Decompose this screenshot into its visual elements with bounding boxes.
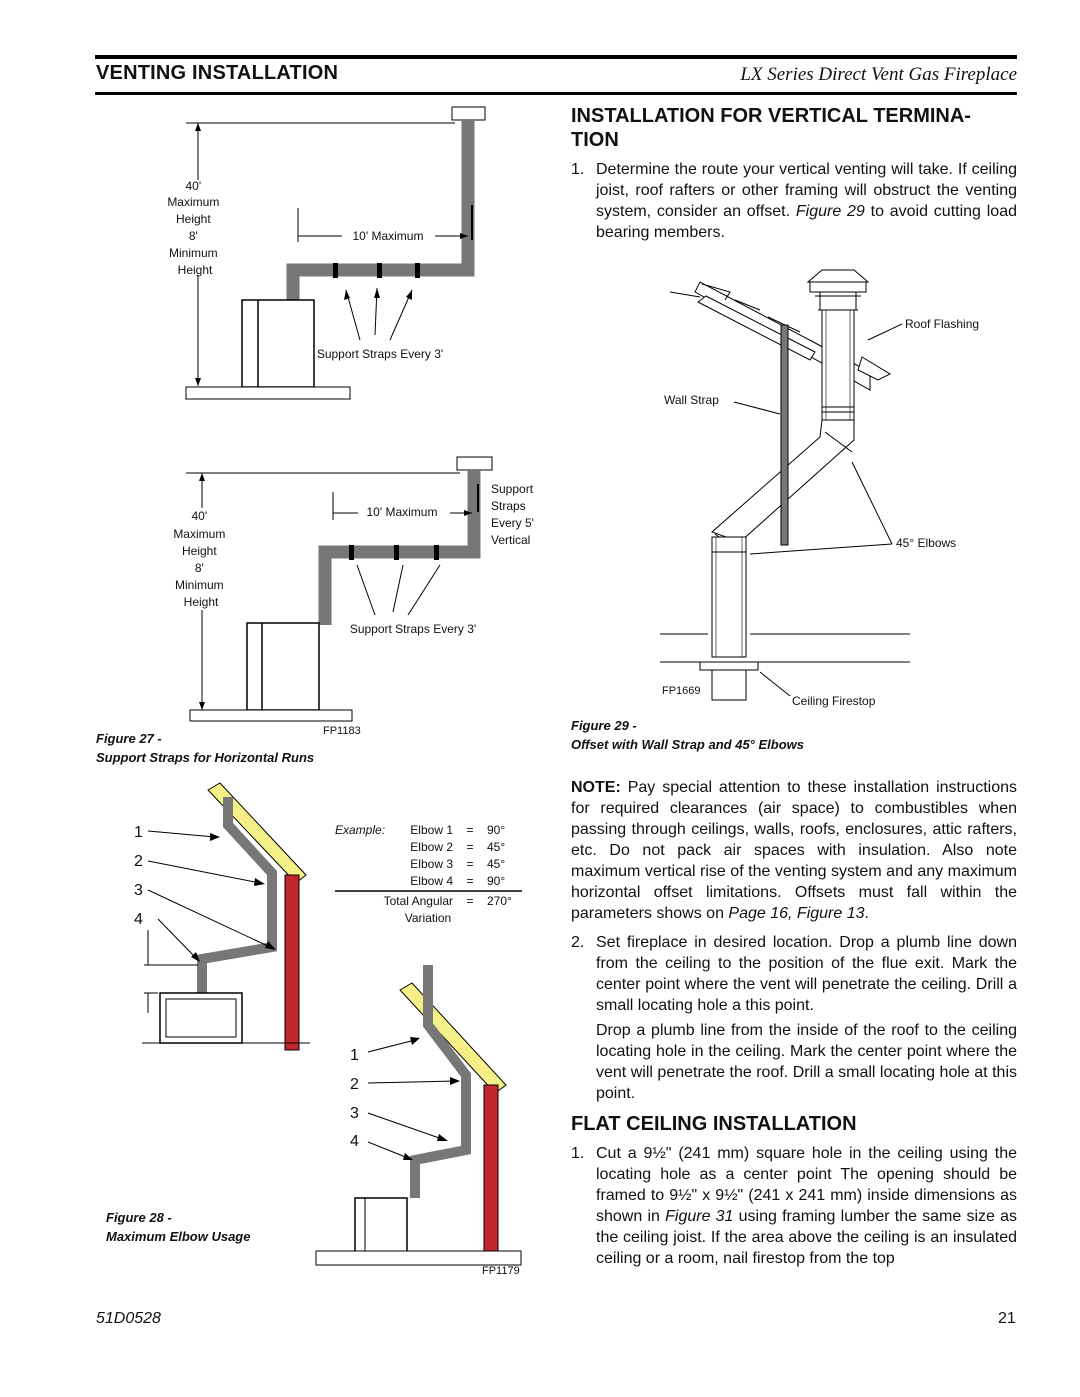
fig27a-height-l5: Minimum bbox=[168, 246, 218, 260]
note-end: . bbox=[864, 905, 869, 922]
fig28a-num-4: 4 bbox=[134, 911, 143, 928]
flat-ceiling-title: FLAT CEILING INSTALLATION bbox=[571, 1113, 857, 1135]
fig27b-height-l4: 8' bbox=[194, 561, 204, 575]
fig27b-vstraps-l4: Vertical bbox=[491, 533, 531, 547]
fig28-elbow-2-value: 45° bbox=[487, 840, 506, 854]
fig28-variation-label: Variation bbox=[404, 911, 452, 925]
fig28b-num-2: 2 bbox=[350, 1076, 359, 1093]
vertical-item-2 bbox=[571, 932, 1017, 1104]
flat-item-1-text-end: using framing lumber the same size as the ceiling joist. If the area above the ceiling is an insulated ceiling or a room, nail firestop from the top bbox=[596, 1208, 1018, 1267]
fig28-elbow-3-value: 45° bbox=[487, 857, 506, 871]
fig27b-vstraps-l1: Support bbox=[491, 482, 534, 496]
figure-28-caption-title: Maximum Elbow Usage bbox=[106, 1229, 251, 1244]
svg-text:40' Maximum Height bbox=[167, 179, 222, 277]
note-paragraph bbox=[571, 777, 1017, 924]
vertical-title-line1: INSTALLATION FOR VERTICAL TERMINA- bbox=[571, 105, 971, 127]
fig29-firestop-label: Ceiling Firestop bbox=[792, 694, 876, 708]
fig27b-height-l6: Height bbox=[183, 595, 219, 609]
fig28-elbow-1-name: Elbow 1 bbox=[410, 823, 453, 837]
fig27b-height-l3: Height bbox=[181, 544, 217, 558]
page-number: 21 bbox=[998, 1310, 1016, 1327]
fig29-wall-strap-label: Wall Strap bbox=[664, 393, 719, 407]
flat-item-1 bbox=[571, 1143, 1017, 1269]
fig27b-height-l1: 40' bbox=[191, 509, 208, 523]
figure-28-diagram bbox=[120, 775, 540, 1285]
vertical-item-2-para2: Drop a plumb line from the inside of the roof to the ceiling locating hole in the ceiling. Mark the center point where the vent will penetrate the roof. Drill a small locating hole at this point. bbox=[596, 1022, 1017, 1102]
figure-29-caption-number: Figure 29 - bbox=[571, 718, 637, 733]
vertical-item-1-text: Determine the route your vertical venting will take. If ceiling joist, roof rafters or other framing will obstruct the venting system, consider an offset. bbox=[596, 161, 1017, 220]
vertical-title-line2: TION bbox=[571, 129, 619, 151]
fig28b-num-3: 3 bbox=[350, 1105, 359, 1122]
fig27b-straps-label: Support Straps Every 3' bbox=[349, 622, 477, 636]
fig29-elbows-label: 45° Elbows bbox=[896, 536, 957, 550]
fig28-elbow-1-eq: = bbox=[466, 823, 474, 837]
fig28b-num-4: 4 bbox=[350, 1133, 359, 1150]
svg-text:Example: bbox=[335, 823, 385, 837]
page16-figure13-reference: Page 16, Figure 13 bbox=[728, 905, 865, 922]
fig28b-num-1: 1 bbox=[350, 1047, 359, 1064]
note-text: Pay special attention to these installation instructions for required clearances (air space) to combustibles when passing through ceilings, walls, roofs, enclosures, attic rafters, etc. Do not pack air spaces with insulation. Also note maximum vertical rise of the venting system and any maximum horizontal offset limitations. Offsets must fall within the parameters shows on bbox=[571, 779, 1017, 922]
fig28-total-value: 270° bbox=[487, 894, 512, 908]
document-number: 51D0528 bbox=[96, 1310, 161, 1327]
fig27-code: FP1183 bbox=[323, 725, 361, 737]
header-rule-bottom bbox=[95, 92, 1017, 95]
fig28-elbow-3-eq: = bbox=[466, 857, 474, 871]
fig28-total-eq: = bbox=[466, 894, 474, 908]
vertical-item-2-number: 2. bbox=[571, 934, 585, 951]
fig27a-straps-label: Support Straps Every 3' bbox=[316, 347, 444, 361]
figure-27-caption-number: Figure 27 - bbox=[96, 731, 162, 746]
fig27a-height-l1: 40' bbox=[185, 179, 202, 193]
fig27a-height-l2: Maximum bbox=[167, 195, 220, 209]
figure-29-diagram bbox=[640, 262, 1020, 712]
fig28-elbow-1-value: 90° bbox=[487, 823, 506, 837]
fig28-example-label: Example: bbox=[335, 823, 386, 837]
figure-27-top bbox=[167, 107, 485, 399]
fig27b-height-l5: Minimum bbox=[174, 578, 224, 592]
fig27a-height-l6: Height bbox=[177, 263, 213, 277]
flat-item-1-text: Cut a 9½" (241 mm) square hole in the ceiling using the locating hole as a center point The opening should be framed to 9½" x 9½" (241 x 241 mm) inside dimensions as shown in bbox=[596, 1145, 1017, 1225]
fig27b-height-l2: Maximum bbox=[173, 527, 226, 541]
product-title: LX Series Direct Vent Gas Fireplace bbox=[740, 64, 1017, 85]
note-label: NOTE: bbox=[571, 779, 621, 796]
fig28-elbow-2-eq: = bbox=[466, 840, 474, 854]
fig28-elbow-4-eq: = bbox=[466, 874, 474, 888]
header-rule-top bbox=[95, 55, 1017, 59]
svg-text:40' Maximum Height bbox=[173, 509, 228, 609]
figure-29-reference: Figure 29 bbox=[795, 203, 865, 220]
fig27b-vstraps-l3: Every 5' bbox=[491, 516, 534, 530]
fig28-elbow-4-name: Elbow 4 bbox=[410, 874, 453, 888]
fig28-elbow-table bbox=[335, 823, 522, 925]
fig28-total-label: Total Angular bbox=[383, 894, 453, 908]
fig28a-num-3: 3 bbox=[134, 882, 143, 899]
section-title: VENTING INSTALLATION bbox=[96, 62, 339, 84]
svg-text:Support Straps Eve bbox=[491, 482, 537, 547]
vertical-item-1-text-end: to avoid cutting load bearing members. bbox=[596, 203, 1017, 241]
fig28a-num-1: 1 bbox=[134, 824, 143, 841]
fig27b-horizontal-label: 10' Maximum bbox=[366, 505, 438, 519]
fig28-code: FP1179 bbox=[482, 1265, 520, 1277]
figure-27-bottom bbox=[173, 457, 537, 737]
figure-27-diagram bbox=[150, 100, 560, 740]
fig28-elbow-4-value: 90° bbox=[487, 874, 506, 888]
figure-29-caption-title: Offset with Wall Strap and 45° Elbows bbox=[571, 737, 804, 752]
fig27b-vstraps-l2: Straps bbox=[491, 499, 526, 513]
fig29-code: FP1669 bbox=[662, 685, 701, 697]
fig28a-num-2: 2 bbox=[134, 853, 143, 870]
fig27a-height-l3: Height bbox=[175, 212, 211, 226]
vertical-item-2-text: Set fireplace in desired location. Drop a plumb line down from the ceiling to the position of the flue exit. Mark the center point where the vent will penetrate the ceiling. Drill a small locating hole a this point. bbox=[596, 934, 1017, 1014]
vertical-item-1-number: 1. bbox=[571, 161, 585, 178]
fig28-elbow-2-name: Elbow 2 bbox=[410, 840, 453, 854]
fig27a-height-l4: 8' bbox=[188, 229, 198, 243]
figure-28-caption-number: Figure 28 - bbox=[106, 1210, 172, 1225]
vertical-item-1 bbox=[571, 159, 1017, 243]
figure-31-reference: Figure 31 bbox=[665, 1208, 734, 1225]
fig27a-horizontal-label: 10' Maximum bbox=[352, 229, 424, 243]
figure-27-caption-title: Support Straps for Horizontal Runs bbox=[96, 750, 315, 765]
fig29-roof-flashing-label: Roof Flashing bbox=[905, 317, 980, 331]
fig28-elbow-3-name: Elbow 3 bbox=[410, 857, 453, 871]
flat-item-1-number: 1. bbox=[571, 1145, 585, 1162]
